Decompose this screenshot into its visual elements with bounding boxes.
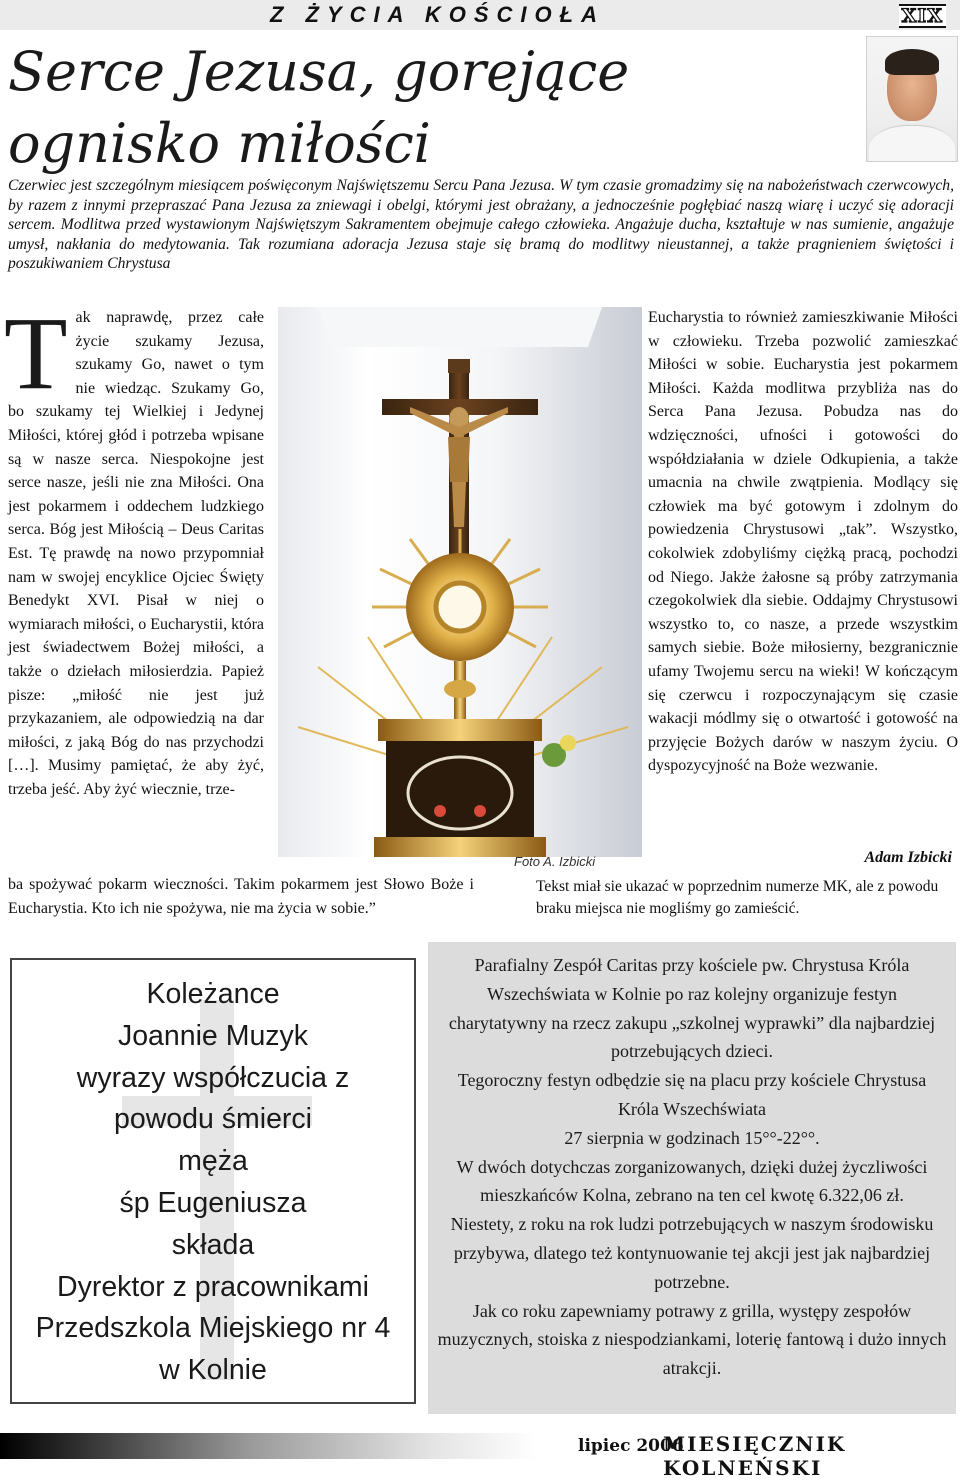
author-photo	[866, 36, 958, 162]
article-author: Adam Izbicki	[864, 849, 952, 866]
host	[436, 583, 484, 631]
monstrance-illustration	[278, 307, 642, 857]
caritas-paragraph: Tegoroczny festyn odbędzie się na placu przy kościele Chrystusa Króla Wszechświata	[457, 1070, 927, 1119]
caritas-paragraph: 27 sierpnia w godzinach 15°°-22°°.	[564, 1127, 820, 1148]
caritas-paragraph: Jak co roku zapewniamy potrawy z grilla, występy zespołów muzycznych, stoiska z niespodziankami, loterię fantową i dużo innych atrakcji.	[437, 1300, 947, 1379]
condolence-line: Przedszkola Miejskiego nr 4	[35, 1312, 391, 1345]
body-left-text: ak naprawdę, przez całe życie szukamy Jezusa, szukamy Go, nawet o tym nie wiedząc. Szukamy Go, bo szukamy tej Wielkiej i Jedynej Miłości, której głód i potrzeba wpisane są w nasze serca. Niespokojne jest serce nasze, jeśli nie zna Miłości. Ona jest pokarmem i oddechem ludzkiego serca. Bóg jest Miłością – Deus Caritas Est. Tę prawdę na nowo przypomniał nam w swojej encyklice Ojciec Święty Benedykt XVI. Pisał w niej o wymiarach miłości, o Eucharystii, która jest świadectwem Bożej miłości, a także o dziełach miłosierdzia. Papież pisze: „miłość nie jest już przykazaniem, ale odpowiedzią na dar miłości, z jaką Bóg do nas przychodzi […]. Musimy pamiętać, że aby żyć, trzeba jeść. Aby żyć wiecznie, trze-	[8, 309, 264, 798]
condolence-line: składa	[171, 1228, 255, 1261]
condolence-line: Dyrektor z pracownikami	[57, 1270, 369, 1303]
footer-date: lipiec 2006	[578, 1436, 684, 1456]
editorial-note: Tekst miał sie ukazać w poprzednim numerze MK, ale z powodu braku miejsca nie mogliśmy go zamieścić.	[536, 878, 939, 917]
condolence-line: wyrazy współczucia z	[76, 1061, 350, 1094]
condolence-line: śp Eugeniusza	[119, 1186, 307, 1219]
dropcap: T	[4, 296, 68, 411]
article-body-left-continuation: ba spożywać pokarm wieczności. Takim pokarmem jest Słowo Boże i Eucharystia. Kto ich nie spożywa, nie ma życia w sobie.”	[8, 876, 474, 917]
caritas-paragraph: Parafialny Zespół Caritas przy kościele pw. Chrystusa Króla Wszechświata w Kolnie po raz kolejny organizuje festyn charytatywny na rzecz zakupu „szkolnej wyprawki” dla najbardziej potrzebujących dzieci.	[448, 955, 936, 1062]
article-body-left	[4, 296, 264, 801]
condolence-line: powodu śmierci	[114, 1103, 312, 1136]
photo-caption: Foto A. Izbicki	[514, 854, 596, 869]
caritas-paragraph: Niestety, z roku na rok ludzi potrzebujących w naszym środowisku przybywa, dlatego też kontynuowanie tej akcji jest jak najbardziej potrzebne.	[450, 1214, 934, 1292]
article-title: Serce Jezusa, gorejące ognisko miłości	[8, 40, 630, 175]
footer-magazine-title: MIESIĘCZNIK KOLNEŃSKI	[663, 1432, 847, 1480]
condolence-text	[12, 974, 414, 1392]
condolence-box	[10, 958, 416, 1404]
caritas-paragraph: W dwóch dotychczas zorganizowanych, dzięki dużej życzliwości mieszkańców Kolna, zebrano na ten cel kwotę 6.322,06 zł.	[456, 1156, 928, 1206]
condolence-line: Koleżance	[146, 978, 280, 1010]
condolence-line: w Kolnie	[159, 1354, 267, 1387]
page-number: XIX	[899, 4, 946, 28]
article-lead: Czerwiec jest szczególnym miesiącem poświęconym Najświętszemu Sercu Pana Jezusa. W tym czasie gromadzimy się na nabożeństwach czerwcowych, by razem z innymi przepraszać Pana Jezusa za zniewagi i obelgi, którymi jest obrażany, a jednocześnie pogłębiać naszą wiarę i uczyć się adoracji sercem. Modlitwa przed wystawionym Najświętszym Sakramentem obejmuje całego człowieka. Angażuje ducha, kształtuje w nas sumienie, angażuje umysł, nakłania do medytowania. Tak rozumiana adoracja Jezusa staje się bramą do modlitwy nieustannej, a także pragnieniem świętości i poszukiwaniem Chrystusa	[8, 177, 954, 273]
caritas-announcement	[428, 942, 956, 1414]
article-body-right: Eucharystia to również zamieszkiwanie Miłości w człowieku. Trzeba pozwolić zamieszkać Miłości w sobie. Eucharystia jest pokarmem Miłości. Każda modlitwa przybliża nas do Serca Pana Jezusa. Pobudza nas do wdzięczności, ufności i gotowości do współdziałania w dziele Odkupienia, a także umacnia na chwile zwątpienia. Modlący się człowiek ma być gotowym i zdolnym do powiedzenia Chrystusowi „tak”. Wszystko, cokolwiek zdobyliśmy ciężką pracą, pochodzi od Niego. Jakże żałosne są próby zatrzymania czegokolwiek dla siebie. Oddajmy Chrystusowi wszystko to, co nasze, a przede wszystkim samych siebie. Boże miłosierny, bezgranicznie ufamy Twojemu sercu na wieki! W kończącym się czerwcu i rozpoczynającym się czasie wakacji módlmy się o otwartość i gotowość na przyjęcie Bożych darów w naszym życiu. O dyspozycyjność na Boże wezwanie.	[648, 309, 958, 775]
monstrance-photo	[278, 307, 642, 857]
section-title: Z ŻYCIA KOŚCIOŁA	[270, 2, 605, 27]
condolence-line: męża	[178, 1145, 248, 1178]
condolence-line: Joannie Muzyk	[117, 1019, 309, 1052]
